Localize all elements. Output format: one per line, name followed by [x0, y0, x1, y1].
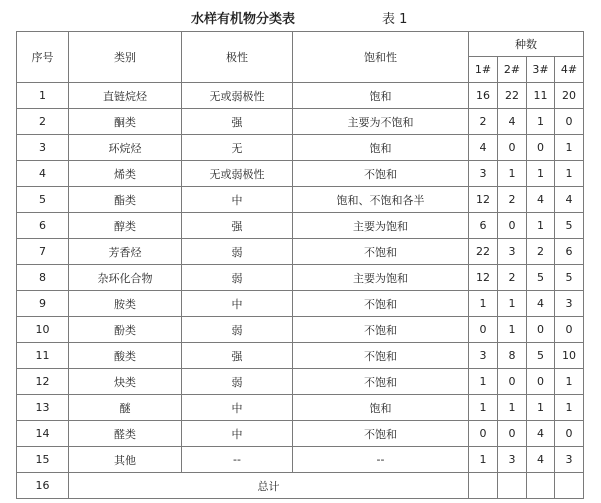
count-cell-3: 0 [527, 135, 555, 161]
index-cell: 8 [17, 265, 69, 291]
saturation-cell: 不饱和 [293, 317, 469, 343]
count-cell-4: 3 [555, 291, 584, 317]
count-cell-1: 4 [469, 135, 498, 161]
count-cell-1: 0 [469, 317, 498, 343]
index-cell: 5 [17, 187, 69, 213]
table-row [17, 265, 584, 291]
table-row [17, 135, 584, 161]
saturation-cell: 不饱和 [293, 369, 469, 395]
header-sample-3: 3# [527, 57, 555, 83]
count-cell-3: 5 [527, 265, 555, 291]
polarity-cell: 弱 [182, 239, 293, 265]
count-cell-3: 1 [527, 161, 555, 187]
index-cell: 14 [17, 421, 69, 447]
index-cell: 3 [17, 135, 69, 161]
header-category: 类别 [69, 32, 182, 83]
index-cell: 13 [17, 395, 69, 421]
category-cell: 烯类 [69, 161, 182, 187]
saturation-cell: -- [293, 447, 469, 473]
saturation-cell: 饱和 [293, 83, 469, 109]
index-cell: 12 [17, 369, 69, 395]
index-cell: 6 [17, 213, 69, 239]
category-cell: 酯类 [69, 187, 182, 213]
count-cell-3: 4 [527, 291, 555, 317]
header-sample-1: 1# [469, 57, 498, 83]
count-cell-3: 1 [527, 109, 555, 135]
saturation-cell: 饱和 [293, 395, 469, 421]
saturation-cell: 不饱和 [293, 161, 469, 187]
header-polarity: 极性 [182, 32, 293, 83]
polarity-cell: 无 [182, 135, 293, 161]
saturation-cell: 不饱和 [293, 239, 469, 265]
count-cell-3: 1 [527, 213, 555, 239]
polarity-cell: 强 [182, 109, 293, 135]
polarity-cell: 中 [182, 395, 293, 421]
count-cell-1: 22 [469, 239, 498, 265]
total-count-cell-2 [498, 473, 527, 499]
table-row [17, 317, 584, 343]
polarity-cell: 中 [182, 421, 293, 447]
count-cell-4: 1 [555, 135, 584, 161]
table-row [17, 161, 584, 187]
count-cell-3: 5 [527, 343, 555, 369]
header-row [17, 32, 584, 57]
count-cell-2: 2 [498, 187, 527, 213]
count-cell-2: 0 [498, 369, 527, 395]
count-cell-4: 1 [555, 395, 584, 421]
saturation-cell: 饱和 [293, 135, 469, 161]
index-cell: 1 [17, 83, 69, 109]
count-cell-3: 0 [527, 317, 555, 343]
total-count-cell-1 [469, 473, 498, 499]
count-cell-2: 1 [498, 317, 527, 343]
count-cell-4: 0 [555, 421, 584, 447]
table-row [17, 369, 584, 395]
category-cell: 醛类 [69, 421, 182, 447]
polarity-cell: 无或弱极性 [182, 83, 293, 109]
category-cell: 酸类 [69, 343, 182, 369]
total-count-cell-3 [527, 473, 555, 499]
polarity-cell: -- [182, 447, 293, 473]
count-cell-4: 5 [555, 213, 584, 239]
count-cell-4: 6 [555, 239, 584, 265]
category-cell: 酚类 [69, 317, 182, 343]
count-cell-2: 1 [498, 395, 527, 421]
category-cell: 酮类 [69, 109, 182, 135]
count-cell-4: 0 [555, 317, 584, 343]
count-cell-1: 1 [469, 291, 498, 317]
total-index-cell: 16 [17, 473, 69, 499]
count-cell-2: 3 [498, 447, 527, 473]
table-row [17, 343, 584, 369]
saturation-cell: 不饱和 [293, 291, 469, 317]
total-count-cell-4 [555, 473, 584, 499]
polarity-cell: 弱 [182, 265, 293, 291]
count-cell-4: 5 [555, 265, 584, 291]
polarity-cell: 强 [182, 213, 293, 239]
polarity-cell: 弱 [182, 369, 293, 395]
table-row [17, 447, 584, 473]
saturation-cell: 不饱和 [293, 343, 469, 369]
count-cell-1: 2 [469, 109, 498, 135]
category-cell: 其他 [69, 447, 182, 473]
count-cell-1: 12 [469, 187, 498, 213]
count-cell-1: 3 [469, 161, 498, 187]
count-cell-3: 2 [527, 239, 555, 265]
polarity-cell: 无或弱极性 [182, 161, 293, 187]
count-cell-2: 22 [498, 83, 527, 109]
count-cell-4: 10 [555, 343, 584, 369]
header-sample-4: 4# [555, 57, 584, 83]
total-row [17, 473, 584, 499]
count-cell-2: 8 [498, 343, 527, 369]
header-sample-2: 2# [498, 57, 527, 83]
count-cell-3: 0 [527, 369, 555, 395]
organics-classification-table [16, 31, 584, 499]
count-cell-4: 4 [555, 187, 584, 213]
saturation-cell: 主要为饱和 [293, 265, 469, 291]
category-cell: 杂环化合物 [69, 265, 182, 291]
header-saturation: 饱和性 [293, 32, 469, 83]
table-row [17, 395, 584, 421]
count-cell-1: 1 [469, 369, 498, 395]
index-cell: 2 [17, 109, 69, 135]
saturation-cell: 不饱和 [293, 421, 469, 447]
table-body [17, 83, 584, 499]
index-cell: 7 [17, 239, 69, 265]
count-cell-1: 0 [469, 421, 498, 447]
total-label-cell: 总计 [69, 473, 469, 499]
count-cell-2: 0 [498, 421, 527, 447]
count-cell-3: 4 [527, 421, 555, 447]
table-row [17, 291, 584, 317]
saturation-cell: 饱和、不饱和各半 [293, 187, 469, 213]
category-cell: 芳香烃 [69, 239, 182, 265]
count-cell-4: 1 [555, 369, 584, 395]
count-cell-1: 1 [469, 447, 498, 473]
table-title: 水样有机物分类表 [191, 12, 296, 27]
table-row [17, 83, 584, 109]
saturation-cell: 主要为饱和 [293, 213, 469, 239]
polarity-cell: 中 [182, 187, 293, 213]
category-cell: 醇类 [69, 213, 182, 239]
table-row [17, 109, 584, 135]
count-cell-1: 1 [469, 395, 498, 421]
category-cell: 直链烷烃 [69, 83, 182, 109]
category-cell: 胺类 [69, 291, 182, 317]
count-cell-3: 4 [527, 447, 555, 473]
table-number: 表 1 [382, 12, 408, 27]
index-cell: 15 [17, 447, 69, 473]
category-cell: 炔类 [69, 369, 182, 395]
count-cell-4: 3 [555, 447, 584, 473]
count-cell-1: 6 [469, 213, 498, 239]
count-cell-2: 1 [498, 161, 527, 187]
count-cell-3: 1 [527, 395, 555, 421]
saturation-cell: 主要为不饱和 [293, 109, 469, 135]
polarity-cell: 强 [182, 343, 293, 369]
index-cell: 11 [17, 343, 69, 369]
header-index: 序号 [17, 32, 69, 83]
count-cell-4: 1 [555, 161, 584, 187]
polarity-cell: 弱 [182, 317, 293, 343]
category-cell: 环烷烃 [69, 135, 182, 161]
table-row [17, 239, 584, 265]
table-caption [0, 6, 601, 26]
count-cell-2: 1 [498, 291, 527, 317]
index-cell: 4 [17, 161, 69, 187]
count-cell-4: 0 [555, 109, 584, 135]
header-species: 种数 [469, 32, 584, 57]
count-cell-1: 3 [469, 343, 498, 369]
count-cell-2: 3 [498, 239, 527, 265]
table-row [17, 213, 584, 239]
count-cell-2: 0 [498, 135, 527, 161]
count-cell-3: 4 [527, 187, 555, 213]
table-row [17, 421, 584, 447]
index-cell: 9 [17, 291, 69, 317]
count-cell-2: 2 [498, 265, 527, 291]
count-cell-1: 16 [469, 83, 498, 109]
category-cell: 醚 [69, 395, 182, 421]
count-cell-2: 0 [498, 213, 527, 239]
polarity-cell: 中 [182, 291, 293, 317]
count-cell-3: 11 [527, 83, 555, 109]
count-cell-4: 20 [555, 83, 584, 109]
count-cell-2: 4 [498, 109, 527, 135]
count-cell-1: 12 [469, 265, 498, 291]
index-cell: 10 [17, 317, 69, 343]
table-row [17, 187, 584, 213]
